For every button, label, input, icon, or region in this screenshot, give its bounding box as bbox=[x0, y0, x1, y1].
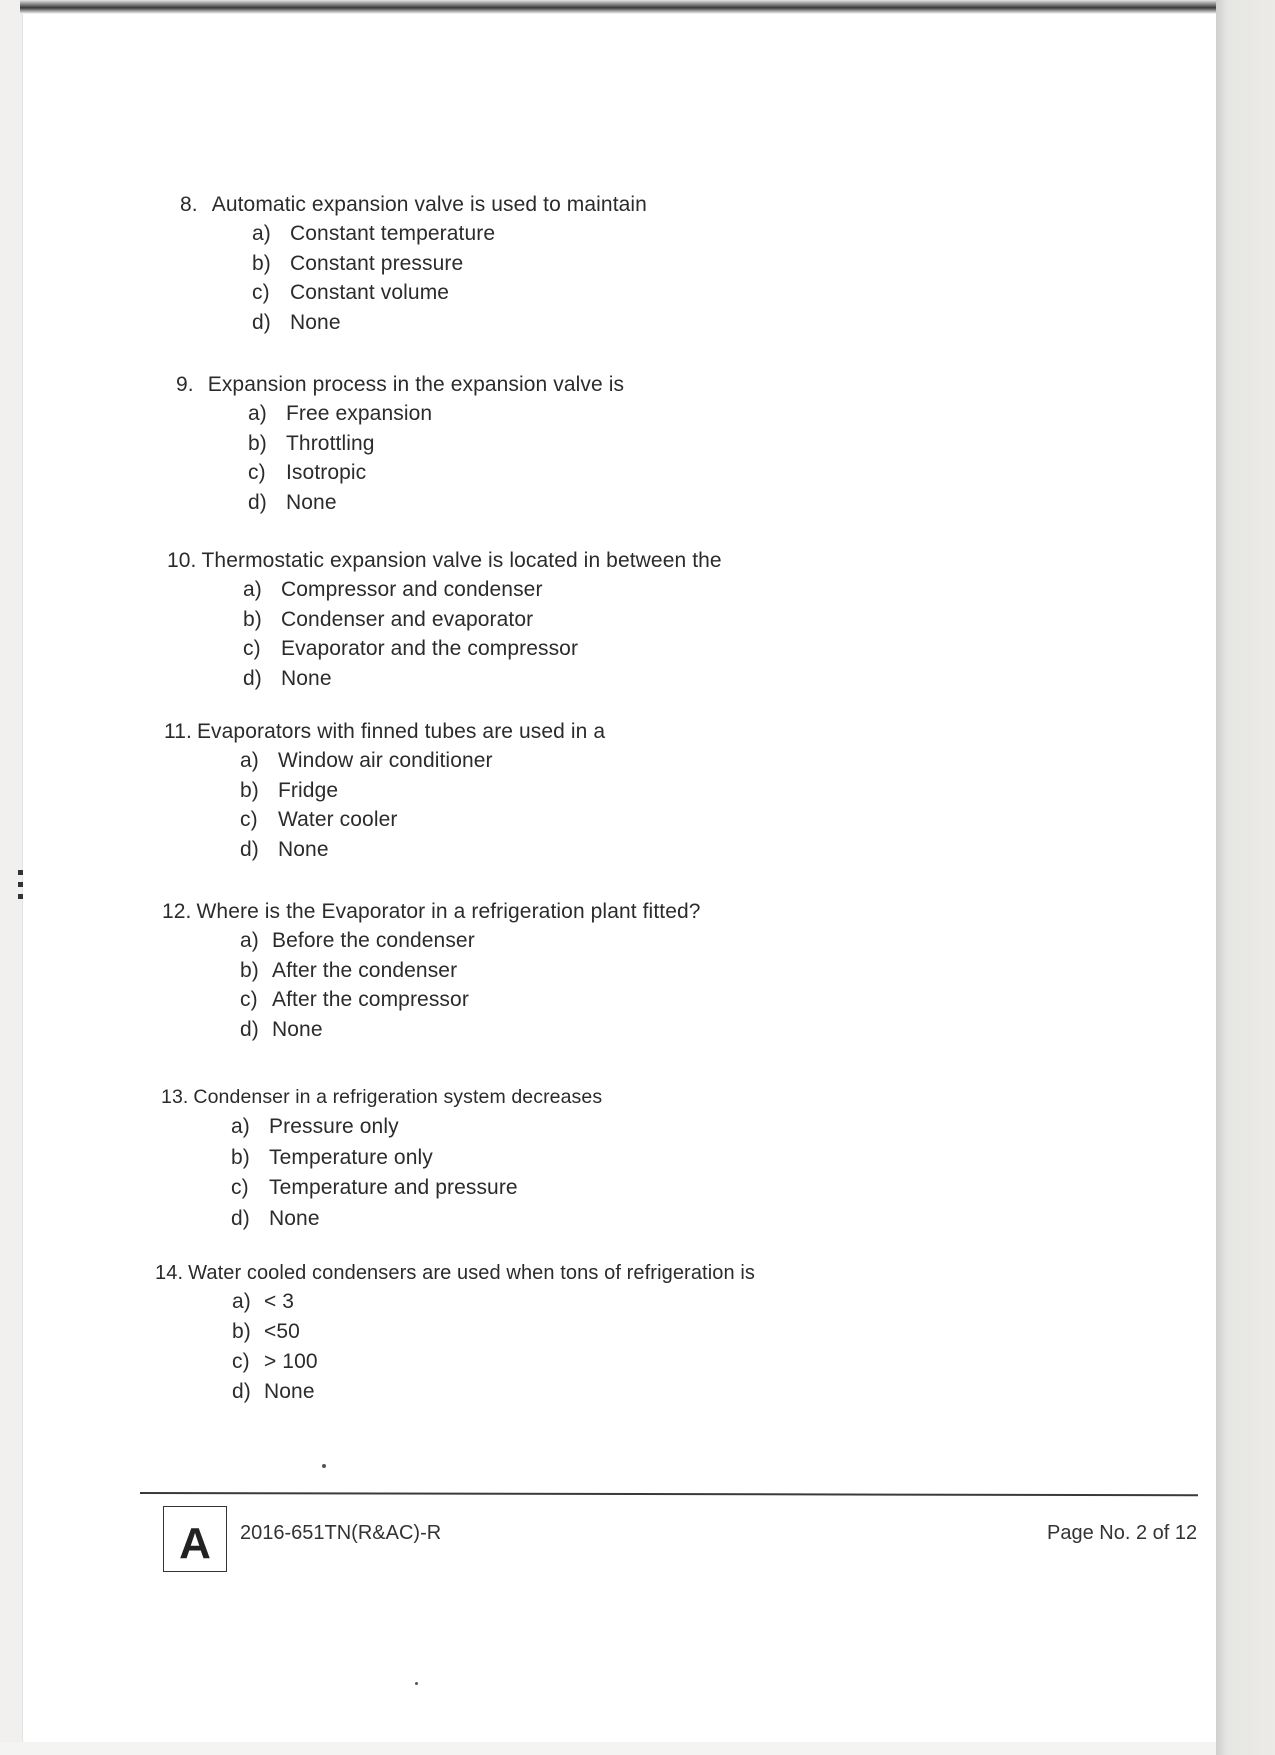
option-c: c) Evaporator and the compressor bbox=[243, 637, 579, 660]
option-d: d) None bbox=[240, 1017, 323, 1041]
option-d: d) None bbox=[252, 310, 341, 334]
option-b: b) Condenser and evaporator bbox=[243, 607, 534, 631]
option-b: b) After the condenser bbox=[240, 958, 458, 982]
form-letter-box: A bbox=[163, 1506, 227, 1572]
page-number: Page No. 2 of 12 bbox=[1047, 1522, 1198, 1544]
question-13 bbox=[161, 1085, 602, 1237]
question-text: Automatic expansion valve is used to maintain bbox=[211, 193, 647, 216]
option-a: a) Constant temperature bbox=[252, 222, 496, 245]
option-a: a) Free expansion bbox=[248, 402, 433, 425]
option-c: c) > 100 bbox=[232, 1350, 318, 1373]
footer-divider bbox=[140, 1492, 1198, 1496]
question-number: 13. bbox=[161, 1086, 189, 1108]
option-c: c) Constant volume bbox=[252, 281, 450, 304]
option-c: c) Isotropic bbox=[248, 461, 367, 484]
question-9 bbox=[176, 373, 624, 520]
option-b: b) Temperature only bbox=[231, 1145, 433, 1169]
option-a: a) Window air conditioner bbox=[240, 749, 493, 772]
option-a: a) Before the condenser bbox=[240, 929, 475, 952]
option-b: b) Fridge bbox=[240, 778, 339, 802]
question-number: 8. bbox=[180, 193, 198, 216]
option-b: b) Throttling bbox=[248, 431, 375, 455]
question-number: 14. bbox=[155, 1262, 184, 1284]
page-bottom-edge bbox=[0, 1742, 1216, 1755]
option-c: c) Temperature and pressure bbox=[231, 1176, 518, 1199]
question-number: 10. bbox=[167, 549, 197, 572]
question-11 bbox=[164, 720, 605, 867]
option-d: d) None bbox=[232, 1380, 315, 1403]
option-d: d) None bbox=[243, 666, 332, 690]
option-d: d) None bbox=[231, 1206, 320, 1230]
option-c: c) Water cooler bbox=[240, 808, 398, 831]
scan-edge-marks bbox=[18, 870, 24, 906]
question-text: Water cooled condensers are used when tons of refrigeration is bbox=[188, 1262, 755, 1284]
question-text: Where is the Evaporator in a refrigeration plant fitted? bbox=[196, 900, 701, 923]
option-c: c) After the compressor bbox=[240, 988, 469, 1011]
question-8 bbox=[180, 193, 647, 340]
question-text: Expansion process in the expansion valve is bbox=[207, 373, 625, 396]
option-b: b) <50 bbox=[232, 1320, 300, 1343]
question-number: 11. bbox=[164, 720, 192, 743]
question-text: Thermostatic expansion valve is located in between the bbox=[201, 549, 722, 572]
option-a: a) Pressure only bbox=[231, 1115, 399, 1138]
option-a: a) < 3 bbox=[232, 1290, 295, 1313]
question-number: 9. bbox=[176, 373, 194, 396]
question-12 bbox=[162, 900, 701, 1047]
question-10 bbox=[167, 549, 722, 696]
question-text: Condenser in a refrigeration system decreases bbox=[193, 1086, 603, 1108]
scan-speck bbox=[322, 1464, 326, 1468]
paper-code: 2016-651TN(R&AC)-R bbox=[240, 1522, 442, 1544]
scan-right-margin bbox=[1216, 0, 1275, 1755]
scan-speck bbox=[415, 1682, 418, 1685]
option-a: a) Compressor and condenser bbox=[243, 578, 543, 601]
option-d: d) None bbox=[248, 490, 337, 514]
question-text: Evaporators with finned tubes are used in a bbox=[196, 720, 606, 743]
option-d: d) None bbox=[240, 837, 329, 861]
option-b: b) Constant pressure bbox=[252, 251, 464, 275]
question-14 bbox=[155, 1261, 755, 1410]
question-number: 12. bbox=[162, 900, 192, 923]
scan-top-shadow bbox=[20, 0, 1220, 14]
